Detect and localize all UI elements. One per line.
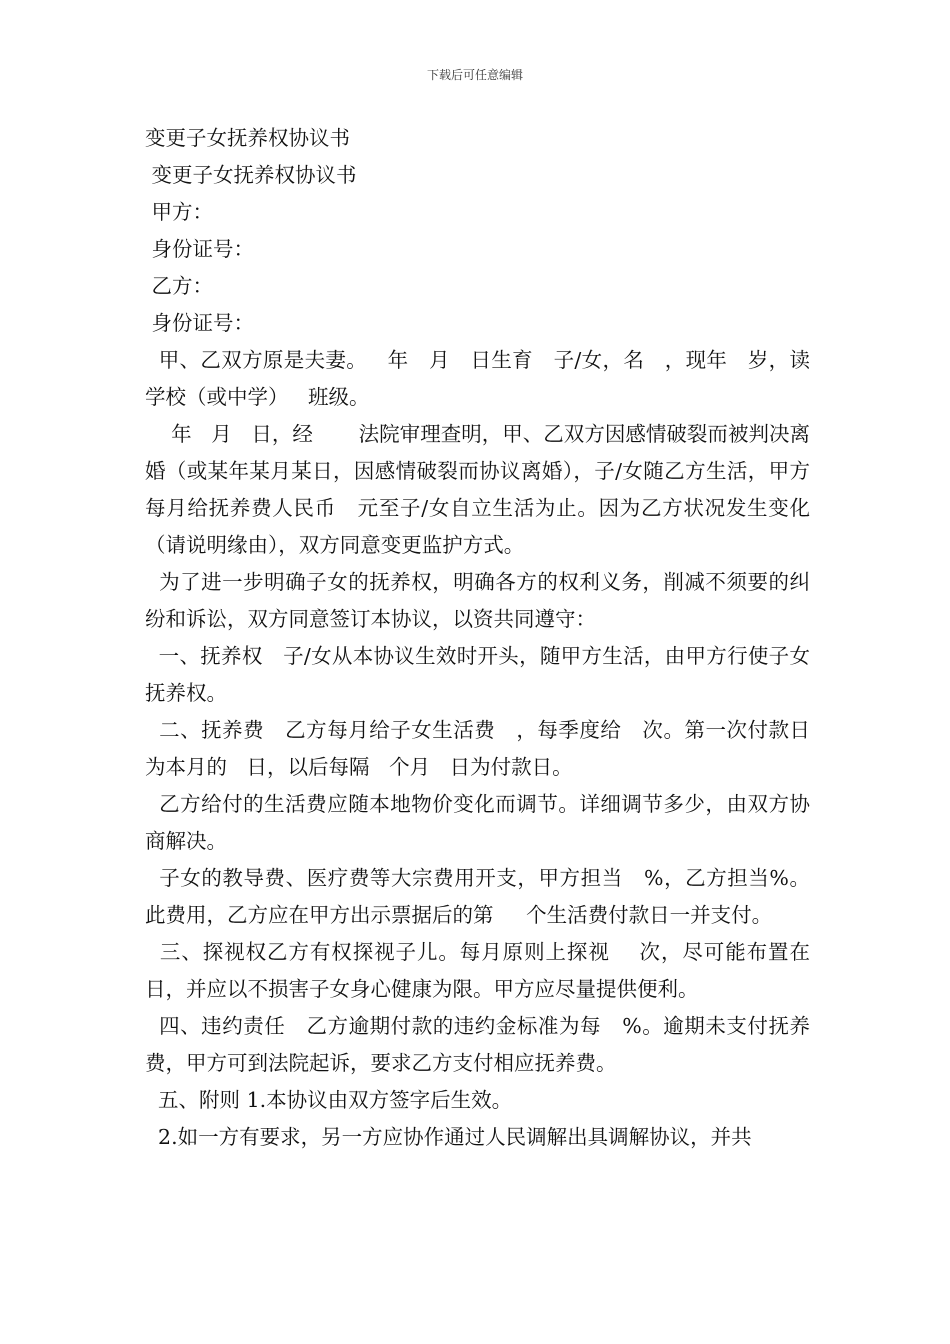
paragraph-purpose: 为了进一步明确子女的抚养权，明确各方的权利义务，削减不须要的纠纷和诉讼，双方同意签订本协议，以资共同遵守： <box>145 570 810 631</box>
clause-support-payment: 二、抚养费 乙方每月给子女生活费 ，每季度给 次。第一次付款日为本月的 日，以后每隔 个月 日为付款日。 <box>145 718 810 779</box>
party-a-label: 甲方： <box>145 200 214 224</box>
document-title: 变更子女抚养权协议书 <box>145 126 350 150</box>
clause-supplementary-1: 五、附则 1.本协议由双方签字后生效。 <box>145 1088 513 1112</box>
clause-visitation: 三、探视权乙方有权探视子儿。每月原则上探视 次，尽可能布置在 日，并应以不损害子女身心健康为限。甲方应尽量提供便利。 <box>145 940 830 1001</box>
paragraph-divorce-details: 年 月 日，经 法院审理查明，甲、乙双方因感情破裂而被判决离婚（或某年某月某日，因感情破裂而协议离婚），子/女随乙方生活，甲方每月给抚养费人民币 元至子/女自立生活为止。因为乙方状况发生变化（请说明缘由），双方同意变更监护方式。 <box>145 422 810 557</box>
party-b-label: 乙方： <box>145 274 214 298</box>
clause-breach: 四、违约责任 乙方逾期付款的违约金标准为每 %。逾期未支付抚养费，甲方可到法院起诉，要求乙方支付相应抚养费。 <box>145 1014 810 1075</box>
document-subtitle: 变更子女抚养权协议书 <box>145 163 357 187</box>
clause-support-adjustment: 乙方给付的生活费应随本地物价变化而调节。详细调节多少，由双方协商解决。 <box>145 792 810 853</box>
clause-major-expenses: 子女的教导费、医疗费等大宗费用开支，甲方担当 %，乙方担当%。此费用，乙方应在甲方出示票据后的第 个生活费付款日一并支付。 <box>145 866 810 927</box>
party-b-id-label: 身份证号： <box>145 311 255 335</box>
document-body <box>145 120 830 1156</box>
party-a-id-label: 身份证号： <box>145 237 255 261</box>
paragraph-marriage-background: 甲、乙双方原是夫妻。 年 月 日生育 子/女，名 ，现年 岁，读学校（或中学） 班级。 <box>145 348 810 409</box>
clause-custody: 一、抚养权 子/女从本协议生效时开头，随甲方生活，由甲方行使子女抚养权。 <box>145 644 810 705</box>
page-header-note: 下载后可任意编辑 <box>426 68 523 82</box>
clause-supplementary-2: 2.如一方有要求，另一方应协作通过人民调解出具调解协议，并共 <box>145 1125 752 1149</box>
